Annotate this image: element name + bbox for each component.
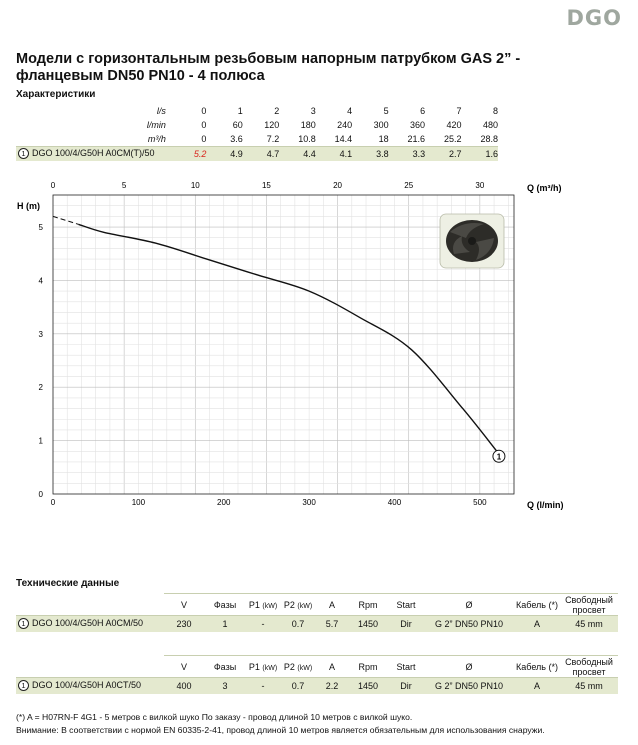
perf-row [16, 104, 498, 118]
perf-cell: 360 [410, 120, 426, 130]
y-tick-label: 3 [38, 329, 43, 339]
perf-cell: 480 [482, 120, 498, 130]
perf-cell: 4 [347, 106, 353, 116]
characteristics-label: Характеристики [16, 89, 96, 100]
tech-cell-clearance: 45 mm [560, 678, 618, 694]
tech-header-p2: P2 (kW) [280, 594, 316, 616]
tech-model-name: DGO 100/4/G50H A0CM/50 [32, 618, 144, 629]
x-bottom-tick-label: 300 [302, 498, 316, 507]
x-top-tick-label: 15 [261, 181, 271, 190]
tech-table-2 [16, 655, 618, 694]
perf-model-row [16, 146, 498, 161]
tech-header-clearance: Свободный просвет [560, 594, 618, 616]
tech-header-row [16, 594, 618, 616]
tech-cell-rpm: 1450 [348, 616, 388, 632]
perf-cell: 14.4 [334, 133, 353, 144]
impeller-image [440, 214, 504, 268]
tech-cell-clearance: 45 mm [560, 616, 618, 632]
perf-cell: 3.6 [230, 133, 243, 144]
x-top-tick-label: 20 [333, 181, 343, 190]
perf-cell: 18 [378, 133, 389, 144]
x-bottom-axis-label: Q (l/min) [527, 500, 564, 510]
perf-head-cell: 4.9 [206, 146, 242, 161]
y-axis-label: H (m) [17, 201, 40, 211]
tech-header-p1: P1 (kW) [246, 594, 280, 616]
perf-cell: 25.2 [444, 133, 462, 144]
perf-head-cell: 4.4 [279, 146, 315, 161]
tech-header-rpm: Rpm [348, 656, 388, 678]
x-bottom-tick-label: 100 [131, 498, 146, 507]
tech-header-diam: Ø [424, 656, 514, 678]
model-number-badge: 1 [18, 148, 29, 159]
curve-marker-label: 1 [496, 452, 502, 462]
tech-header-p1: P1 (kW) [246, 656, 280, 678]
perf-head-cell: 1.6 [462, 146, 498, 161]
perf-cell: 10.8 [298, 133, 316, 144]
tech-header-diam: Ø [424, 594, 514, 616]
x-bottom-tick-label: 200 [217, 498, 231, 507]
tech-data-row [16, 678, 618, 694]
x-top-tick-label: 0 [50, 181, 56, 190]
model-number-badge: 1 [18, 680, 29, 691]
model-number-badge: 1 [18, 618, 29, 629]
y-tick-label: 0 [38, 490, 43, 499]
perf-cell: 6 [420, 106, 426, 116]
tech-cell-p1: - [246, 678, 280, 694]
tech-header-phases: Фазы [204, 656, 246, 678]
x-bottom-tick-label: 0 [50, 498, 56, 507]
y-tick-label: 5 [38, 223, 43, 233]
perf-cell: 0 [201, 133, 207, 144]
pump-curve-chart [0, 172, 638, 517]
brand-logo: DGO [566, 6, 622, 30]
tech-header-rpm: Rpm [348, 594, 388, 616]
perf-unit-label: m³/h [147, 133, 166, 144]
tech-cell-phases: 3 [204, 678, 246, 694]
tech-cell-start: Dir [388, 616, 424, 632]
perf-row [16, 118, 498, 132]
perf-cell: 2 [274, 106, 280, 116]
page-title: Модели с горизонтальным резьбовым напорным патрубком GAS 2” - фланцевым DN50 PN10 - 4 полюса [16, 51, 521, 84]
tech-cell-phases: 1 [204, 616, 246, 632]
tech-cell-p1: - [246, 616, 280, 632]
tech-header-v: V [164, 594, 204, 616]
tech-cell-p2: 0.7 [280, 678, 316, 694]
tech-cell-diam: G 2” DN50 PN10 [424, 678, 514, 694]
tech-header-v: V [164, 656, 204, 678]
tech-cell-p2: 0.7 [280, 616, 316, 632]
perf-cell: 1 [237, 106, 243, 116]
perf-cell: 5 [383, 106, 389, 116]
tech-cell-a: 2.2 [316, 678, 348, 694]
y-tick-label: 4 [38, 276, 43, 286]
tech-header-cable: Кабель (*) [514, 594, 560, 616]
x-top-tick-label: 30 [475, 181, 485, 190]
tech-header-start: Start [388, 656, 424, 678]
y-tick-label: 1 [38, 436, 43, 446]
curve-dashed-segment [53, 216, 79, 224]
tech-header-cable: Кабель (*) [514, 656, 560, 678]
perf-head-cell: 2.7 [425, 146, 461, 161]
perf-head-cell: 5.2 [170, 146, 206, 161]
perf-cell: 120 [264, 120, 280, 130]
tech-header-row [16, 656, 618, 678]
x-bottom-tick-label: 500 [473, 498, 487, 507]
perf-head-cell: 4.7 [243, 146, 279, 161]
y-tick-label: 2 [38, 383, 43, 393]
perf-head-cell: 3.8 [352, 146, 388, 161]
tech-cell-a: 5.7 [316, 616, 348, 632]
perf-cell: 3 [310, 106, 316, 116]
x-top-tick-label: 5 [121, 181, 127, 190]
tech-header-phases: Фазы [204, 594, 246, 616]
tech-model-name: DGO 100/4/G50H A0CT/50 [32, 680, 142, 691]
model-name: DGO 100/4/G50H A0CM(T)/50 [32, 148, 155, 159]
tech-header-p2: P2 (kW) [280, 656, 316, 678]
performance-table [16, 104, 498, 161]
perf-head-cell: 4.1 [316, 146, 352, 161]
perf-cell: 180 [300, 120, 316, 130]
perf-cell: 7 [456, 106, 462, 116]
curve-solid-segment [79, 224, 497, 451]
perf-unit-label: l/min [146, 120, 166, 130]
tech-header-clearance: Свободный просвет [560, 656, 618, 678]
perf-cell: 420 [446, 120, 462, 130]
tech-table-1 [16, 593, 618, 632]
x-top-tick-label: 25 [404, 181, 414, 190]
tech-cell-rpm: 1450 [348, 678, 388, 694]
tech-header-a: A [316, 656, 348, 678]
perf-cell: 60 [232, 120, 243, 130]
tech-cell-diam: G 2” DN50 PN10 [424, 616, 514, 632]
perf-row [16, 132, 498, 146]
tech-header-a: A [316, 594, 348, 616]
x-bottom-tick-label: 400 [387, 498, 402, 507]
footnote-cable: (*) A = H07RN-F 4G1 - 5 метров с вилкой шуко По заказу - провод длиной 10 метров с вилкой шуко. [16, 712, 413, 722]
perf-cell: 0 [201, 120, 207, 130]
perf-cell: 0 [201, 106, 207, 116]
tech-data-row [16, 616, 618, 632]
tech-cell-cable: A [514, 678, 560, 694]
perf-cell: 28.8 [480, 133, 498, 144]
x-top-tick-label: 10 [190, 181, 200, 190]
tech-header-start: Start [388, 594, 424, 616]
x-top-axis-label: Q (m³/h) [527, 183, 562, 193]
perf-cell: 8 [492, 106, 498, 116]
tech-cell-v: 400 [164, 678, 204, 694]
tech-cell-cable: A [514, 616, 560, 632]
tech-data-label: Технические данные [16, 578, 120, 589]
tech-cell-v: 230 [164, 616, 204, 632]
footnote-warning: Внимание: В соответствии с нормой EN 60335-2-41, провод длиной 10 метров является обязательным для использования снаружи. [16, 725, 545, 735]
perf-cell: 300 [373, 120, 389, 130]
tech-cell-start: Dir [388, 678, 424, 694]
perf-cell: 240 [337, 120, 353, 130]
perf-unit-label: l/s [156, 106, 166, 116]
perf-cell: 7.2 [266, 133, 280, 144]
perf-cell: 21.6 [407, 133, 426, 144]
perf-head-cell: 3.3 [389, 146, 425, 161]
